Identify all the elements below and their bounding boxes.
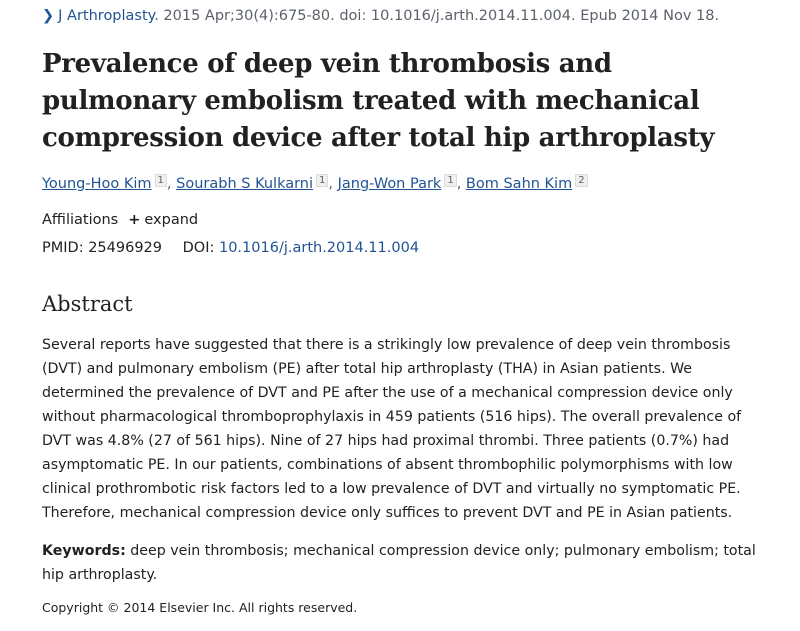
keywords bbox=[42, 539, 772, 587]
keywords-label: Keywords: bbox=[42, 543, 126, 559]
citation-line bbox=[42, 8, 719, 24]
affiliation-ref[interactable]: 2 bbox=[575, 174, 587, 187]
author-link[interactable]: Young-Hoo Kim bbox=[42, 176, 152, 192]
affiliation-ref[interactable]: 1 bbox=[444, 174, 456, 187]
article-title: Prevalence of deep vein thrombosis and pulmonary embolism treated with mechanical compression device after total hip arthroplasty bbox=[42, 49, 715, 153]
affiliation-ref[interactable]: 1 bbox=[155, 174, 167, 187]
plus-icon: + bbox=[128, 212, 141, 228]
journal-link[interactable]: J Arthroplasty bbox=[58, 8, 155, 24]
abstract-text: Several reports have suggested that there is a strikingly low prevalence of deep vein thrombosis (DVT) and pulmonary embolism (PE) after total hip arthroplasty (THA) in Asian patients. We determined the prevalence of DVT and PE after the use of a mechanical compression device only without pharmacological thromboprophylaxis in 459 patients (516 hips). The overall prevalence of DVT was 4.8% (27 of 561 hips). Nine of 27 hips had proximal thrombi. Three patients (0.7%) had asymptomatic PE. In our patients, combinations of absent thrombophilic polymorphisms with low clinical prothrombotic risk factors led to a low prevalence of DVT and virtually no symptomatic PE. Therefore, mechanical compression device only suffices to prevent DVT and PE in Asian patients. bbox=[42, 337, 742, 521]
author-link[interactable]: Jang-Won Park bbox=[337, 176, 442, 192]
identifiers bbox=[42, 240, 419, 256]
doi-link[interactable]: 10.1016/j.arth.2014.11.004 bbox=[218, 240, 420, 256]
author-list: Young-Hoo Kim $^1$ , Sourabh S Kulkarni $^1$ , Jang-Won Park $^1$ , Bom Sahn Kim $^2$ bbox=[42, 175, 588, 192]
copyright-notice: Copyright © 2014 Elsevier Inc. All rights reserved. bbox=[42, 600, 358, 615]
expand-label: expand bbox=[144, 212, 199, 228]
citation-details: . 2015 Apr;30(4):675-80. doi: 10.1016/j.arth.2014.11.004. Epub 2014 Nov 18. bbox=[154, 8, 720, 24]
author-link[interactable]: Sourabh S Kulkarni bbox=[176, 176, 314, 192]
keywords-text: deep vein thrombosis; mechanical compression device only; pulmonary embolism; total hip arthroplasty. bbox=[42, 543, 756, 583]
pmid-value: 25496929 bbox=[88, 240, 163, 256]
abstract-heading: Abstract bbox=[42, 292, 133, 316]
chevron-right-icon: ❯ bbox=[42, 8, 55, 24]
author-link[interactable]: Bom Sahn Kim bbox=[465, 176, 573, 192]
pmid-label: PMID: bbox=[42, 240, 84, 256]
doi-label: DOI: bbox=[182, 240, 215, 256]
affiliation-ref[interactable]: 1 bbox=[316, 174, 328, 187]
affiliations-toggle[interactable] bbox=[42, 212, 198, 228]
affiliations-label: Affiliations bbox=[42, 212, 119, 228]
